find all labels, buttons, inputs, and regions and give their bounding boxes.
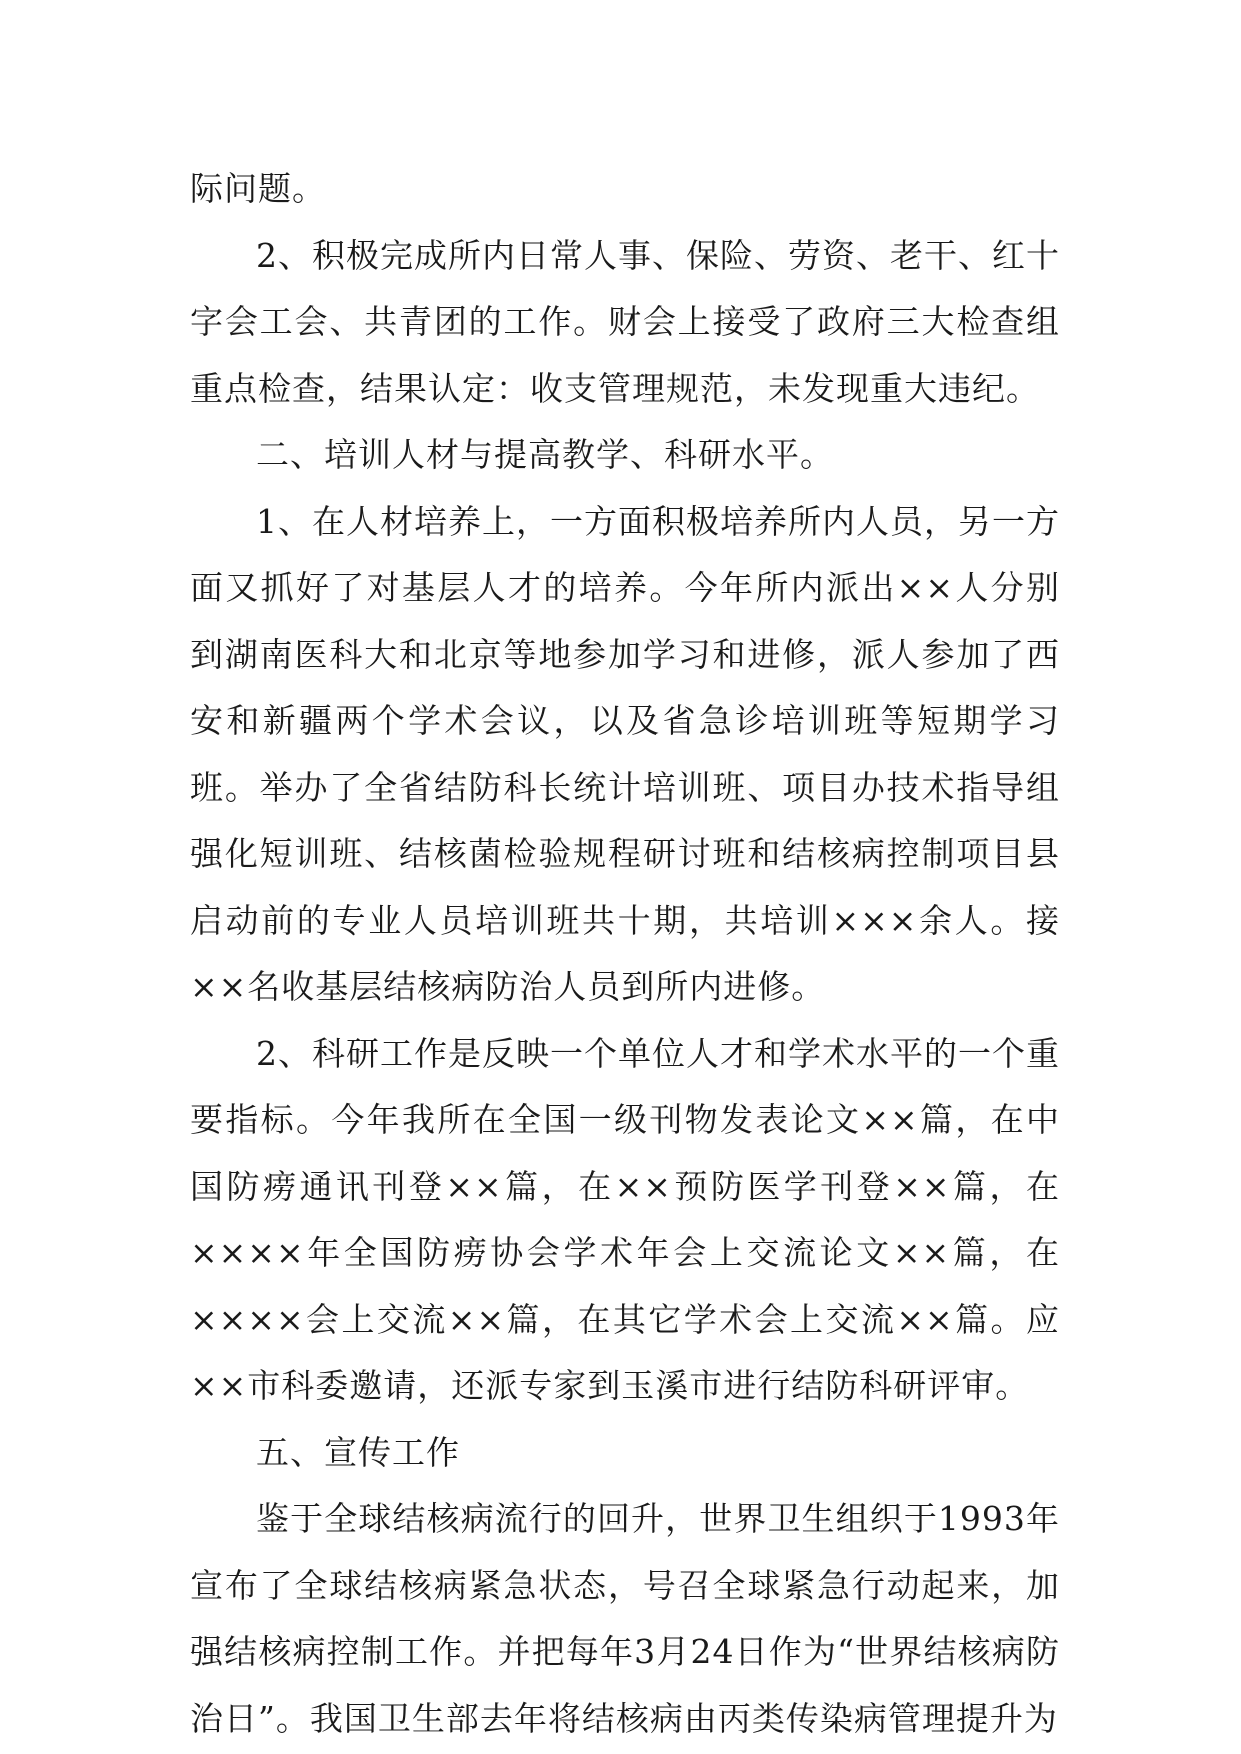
paragraph-item-2-personnel: 2、积极完成所内日常人事、保险、劳资、老干、红十字会工会、共青团的工作。财会上接受了政府三大检查组重点检查，结果认定：收支管理规范，未发现重大违纪。 (190, 235, 1060, 408)
paragraph-item-1-talent: 1、在人材培养上，一方面积极培养所内人员，另一方面又抓好了对基层人才的培养。今年所内派出××人分别到湖南医科大和北京等地参加学习和进修，派人参加了西安和新疆两个学术会议，以及省急诊培训班等短期学习班。举办了全省结防科长统计培训班、项目办技术指导组强化短训班、结核菌检验规程研讨班和结核病控制项目县启动前的专业人员培训班共十期，共培训×××余人。接××名收基层结核病防治人员到所内进修。 (190, 501, 1060, 1006)
section-heading-training: 二、培训人材与提高教学、科研水平。 (256, 435, 834, 474)
paragraph-publicity-body: 鉴于全球结核病流行的回升，世界卫生组织于1993年宣布了全球结核病紧急状态，号召全球紧急行动起来，加强结核病控制工作。并把每年3月24日作为“世界结核病防治日”。我国卫生部去年将结核病由丙类传染病管理提升为 (190, 1499, 1060, 1738)
paragraph-item-2-research: 2、科研工作是反映一个单位人才和学术水平的一个重要指标。今年我所在全国一级刊物发表论文××篇，在中国防痨通讯刊登××篇，在××预防医学刊登××篇，在××××年全国防痨协会学术年会上交流论文××篇，在××××会上交流××篇，在其它学术会上交流××篇。应××市科委邀请，还派专家到玉溪市进行结防科研评审。 (190, 1033, 1060, 1405)
document-body (190, 156, 1060, 1752)
section-heading-publicity: 五、宣传工作 (256, 1432, 460, 1472)
paragraph-continuation: 际问题。 (190, 169, 326, 208)
